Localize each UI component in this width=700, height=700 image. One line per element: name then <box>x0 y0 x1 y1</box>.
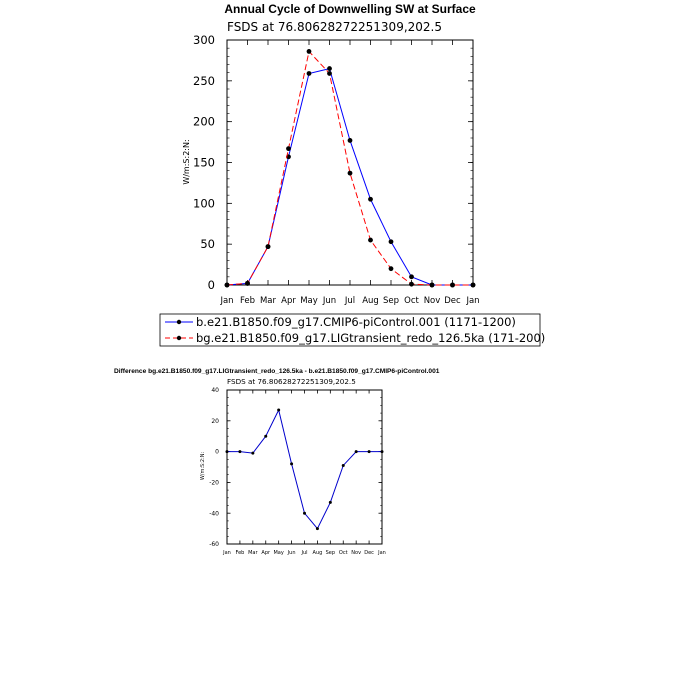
chart2-x-tick-label: Feb <box>235 550 245 556</box>
chart2-subtitle: FSDS at 76.80628272251309,202.5 <box>227 377 356 386</box>
chart1-y-tick-label: 300 <box>193 33 215 48</box>
chart1-legend <box>160 314 545 346</box>
chart1-x-tick-label: May <box>300 296 318 306</box>
chart1-y-tick-label: 150 <box>193 155 215 170</box>
chart2-series-0-point <box>303 512 306 515</box>
chart2-series-0-point <box>290 462 293 465</box>
legend-label-control: b.e21.B1850.f09_g17.CMIP6-piControl.001 (1171-1200) <box>196 315 516 329</box>
chart2-series-0-point <box>226 450 229 453</box>
chart2-y-ticks <box>209 387 382 548</box>
chart1-x-tick-label: Jul <box>344 296 356 306</box>
chart1-series-0-point <box>348 138 353 143</box>
chart1-y-tick-label: 50 <box>200 237 215 252</box>
chart1-series-1-point <box>471 283 476 288</box>
chart2-x-tick-label: Aug <box>312 550 323 556</box>
chart2-x-tick-label: Jan <box>223 550 231 556</box>
chart2-y-tick-label: 20 <box>211 417 219 425</box>
chart2-series-0-point <box>355 450 358 453</box>
chart2-y-tick-label: -60 <box>209 541 219 549</box>
chart2-series-0-point <box>342 464 345 467</box>
chart2-x-tick-label: Jun <box>287 550 296 556</box>
chart2-x-ticks <box>222 390 386 556</box>
chart1-plot-frame <box>227 40 473 285</box>
chart1-series-1-point <box>430 283 435 288</box>
legend-label-lig: bg.e21.B1850.f09_g17.LIGtransient_redo_126.5ka (171-200) <box>196 331 546 345</box>
chart1-series-1-point <box>225 283 230 288</box>
chart2-x-tick-label: Sep <box>325 550 336 556</box>
chart1-x-tick-label: Apr <box>281 296 296 306</box>
chart1-x-tick-label: Jan <box>466 296 480 306</box>
chart1-x-tick-label: Nov <box>423 296 441 306</box>
chart2-series-0-point <box>316 527 319 530</box>
chart1-x-tick-label: Aug <box>362 296 379 306</box>
chart1-series-line-0 <box>227 69 473 285</box>
difference-chart <box>114 368 440 556</box>
chart1-x-tick-label: Mar <box>259 296 277 306</box>
chart1-series-line-1 <box>227 51 473 285</box>
chart1-y-tick-label: 100 <box>193 196 215 211</box>
chart1-series-1-point <box>409 282 414 287</box>
chart1-y-axis-label: W/m:S:2:N: <box>182 139 191 185</box>
chart1-y-tick-label: 200 <box>193 114 215 129</box>
chart1-series-1-point <box>450 283 455 288</box>
chart2-x-tick-label: Jul <box>301 550 308 556</box>
chart2-x-tick-label: May <box>273 550 284 556</box>
chart1-y-ticks <box>193 33 473 292</box>
chart2-series-group <box>226 409 384 531</box>
chart2-y-tick-label: 40 <box>211 387 219 395</box>
legend-marker-lig <box>177 336 181 340</box>
chart2-series-0-point <box>368 450 371 453</box>
chart2-y-tick-label: 0 <box>215 448 219 456</box>
chart1-series-1-point <box>245 281 250 286</box>
chart1-x-tick-label: Dec <box>444 296 461 306</box>
chart2-series-line-0 <box>227 410 382 529</box>
chart2-x-tick-label: Mar <box>248 550 258 556</box>
chart2-series-0-point <box>381 450 384 453</box>
chart1-x-tick-label: Jan <box>220 296 234 306</box>
chart1-series-group <box>225 49 476 287</box>
chart1-series-1-point <box>286 146 291 151</box>
chart1-series-0-point <box>307 71 312 76</box>
chart1-series-1-point <box>348 171 353 176</box>
chart1-series-0-point <box>368 197 373 202</box>
chart1-y-tick-label: 250 <box>193 73 215 88</box>
annual-cycle-chart <box>160 2 545 346</box>
chart1-series-0-point <box>409 274 414 279</box>
legend-marker-control <box>177 320 181 324</box>
chart1-series-1-point <box>266 244 271 249</box>
chart2-y-axis-label: W/m:S:2:N: <box>200 451 206 481</box>
chart2-series-0-point <box>277 409 280 412</box>
chart2-series-0-point <box>238 450 241 453</box>
chart1-y-tick-label: 0 <box>207 278 215 293</box>
chart2-x-tick-label: Apr <box>261 550 271 556</box>
chart1-x-tick-label: Jun <box>322 296 337 306</box>
chart2-plot-frame <box>227 390 382 544</box>
chart2-x-tick-label: Nov <box>351 550 362 556</box>
chart1-series-1-point <box>307 49 312 54</box>
chart1-subtitle: FSDS at 76.80628272251309,202.5 <box>227 20 442 34</box>
chart1-title: Annual Cycle of Downwelling SW at Surface <box>224 2 476 16</box>
chart1-x-tick-label: Oct <box>404 296 419 306</box>
chart1-x-tick-label: Feb <box>239 296 256 306</box>
chart2-x-tick-label: Dec <box>364 550 374 556</box>
chart2-series-0-point <box>251 452 254 455</box>
chart1-series-1-point <box>327 71 332 76</box>
chart2-y-tick-label: -20 <box>209 479 219 487</box>
chart2-series-0-point <box>329 501 332 504</box>
chart2-series-0-point <box>264 435 267 438</box>
chart2-title: Difference bg.e21.B1850.f09_g17.LIGtransient_redo_126.5ka - b.e21.B1850.f09_g17.CMIP6-piControl.001 <box>114 368 440 375</box>
chart1-series-1-point <box>368 238 373 243</box>
chart1-series-1-point <box>389 266 394 271</box>
chart1-series-0-point <box>327 66 332 71</box>
chart2-y-tick-label: -40 <box>209 510 219 518</box>
chart2-x-tick-label: Jan <box>378 550 386 556</box>
chart1-x-tick-label: Sep <box>382 296 400 306</box>
chart2-x-tick-label: Oct <box>338 550 348 556</box>
chart1-series-0-point <box>389 239 394 244</box>
